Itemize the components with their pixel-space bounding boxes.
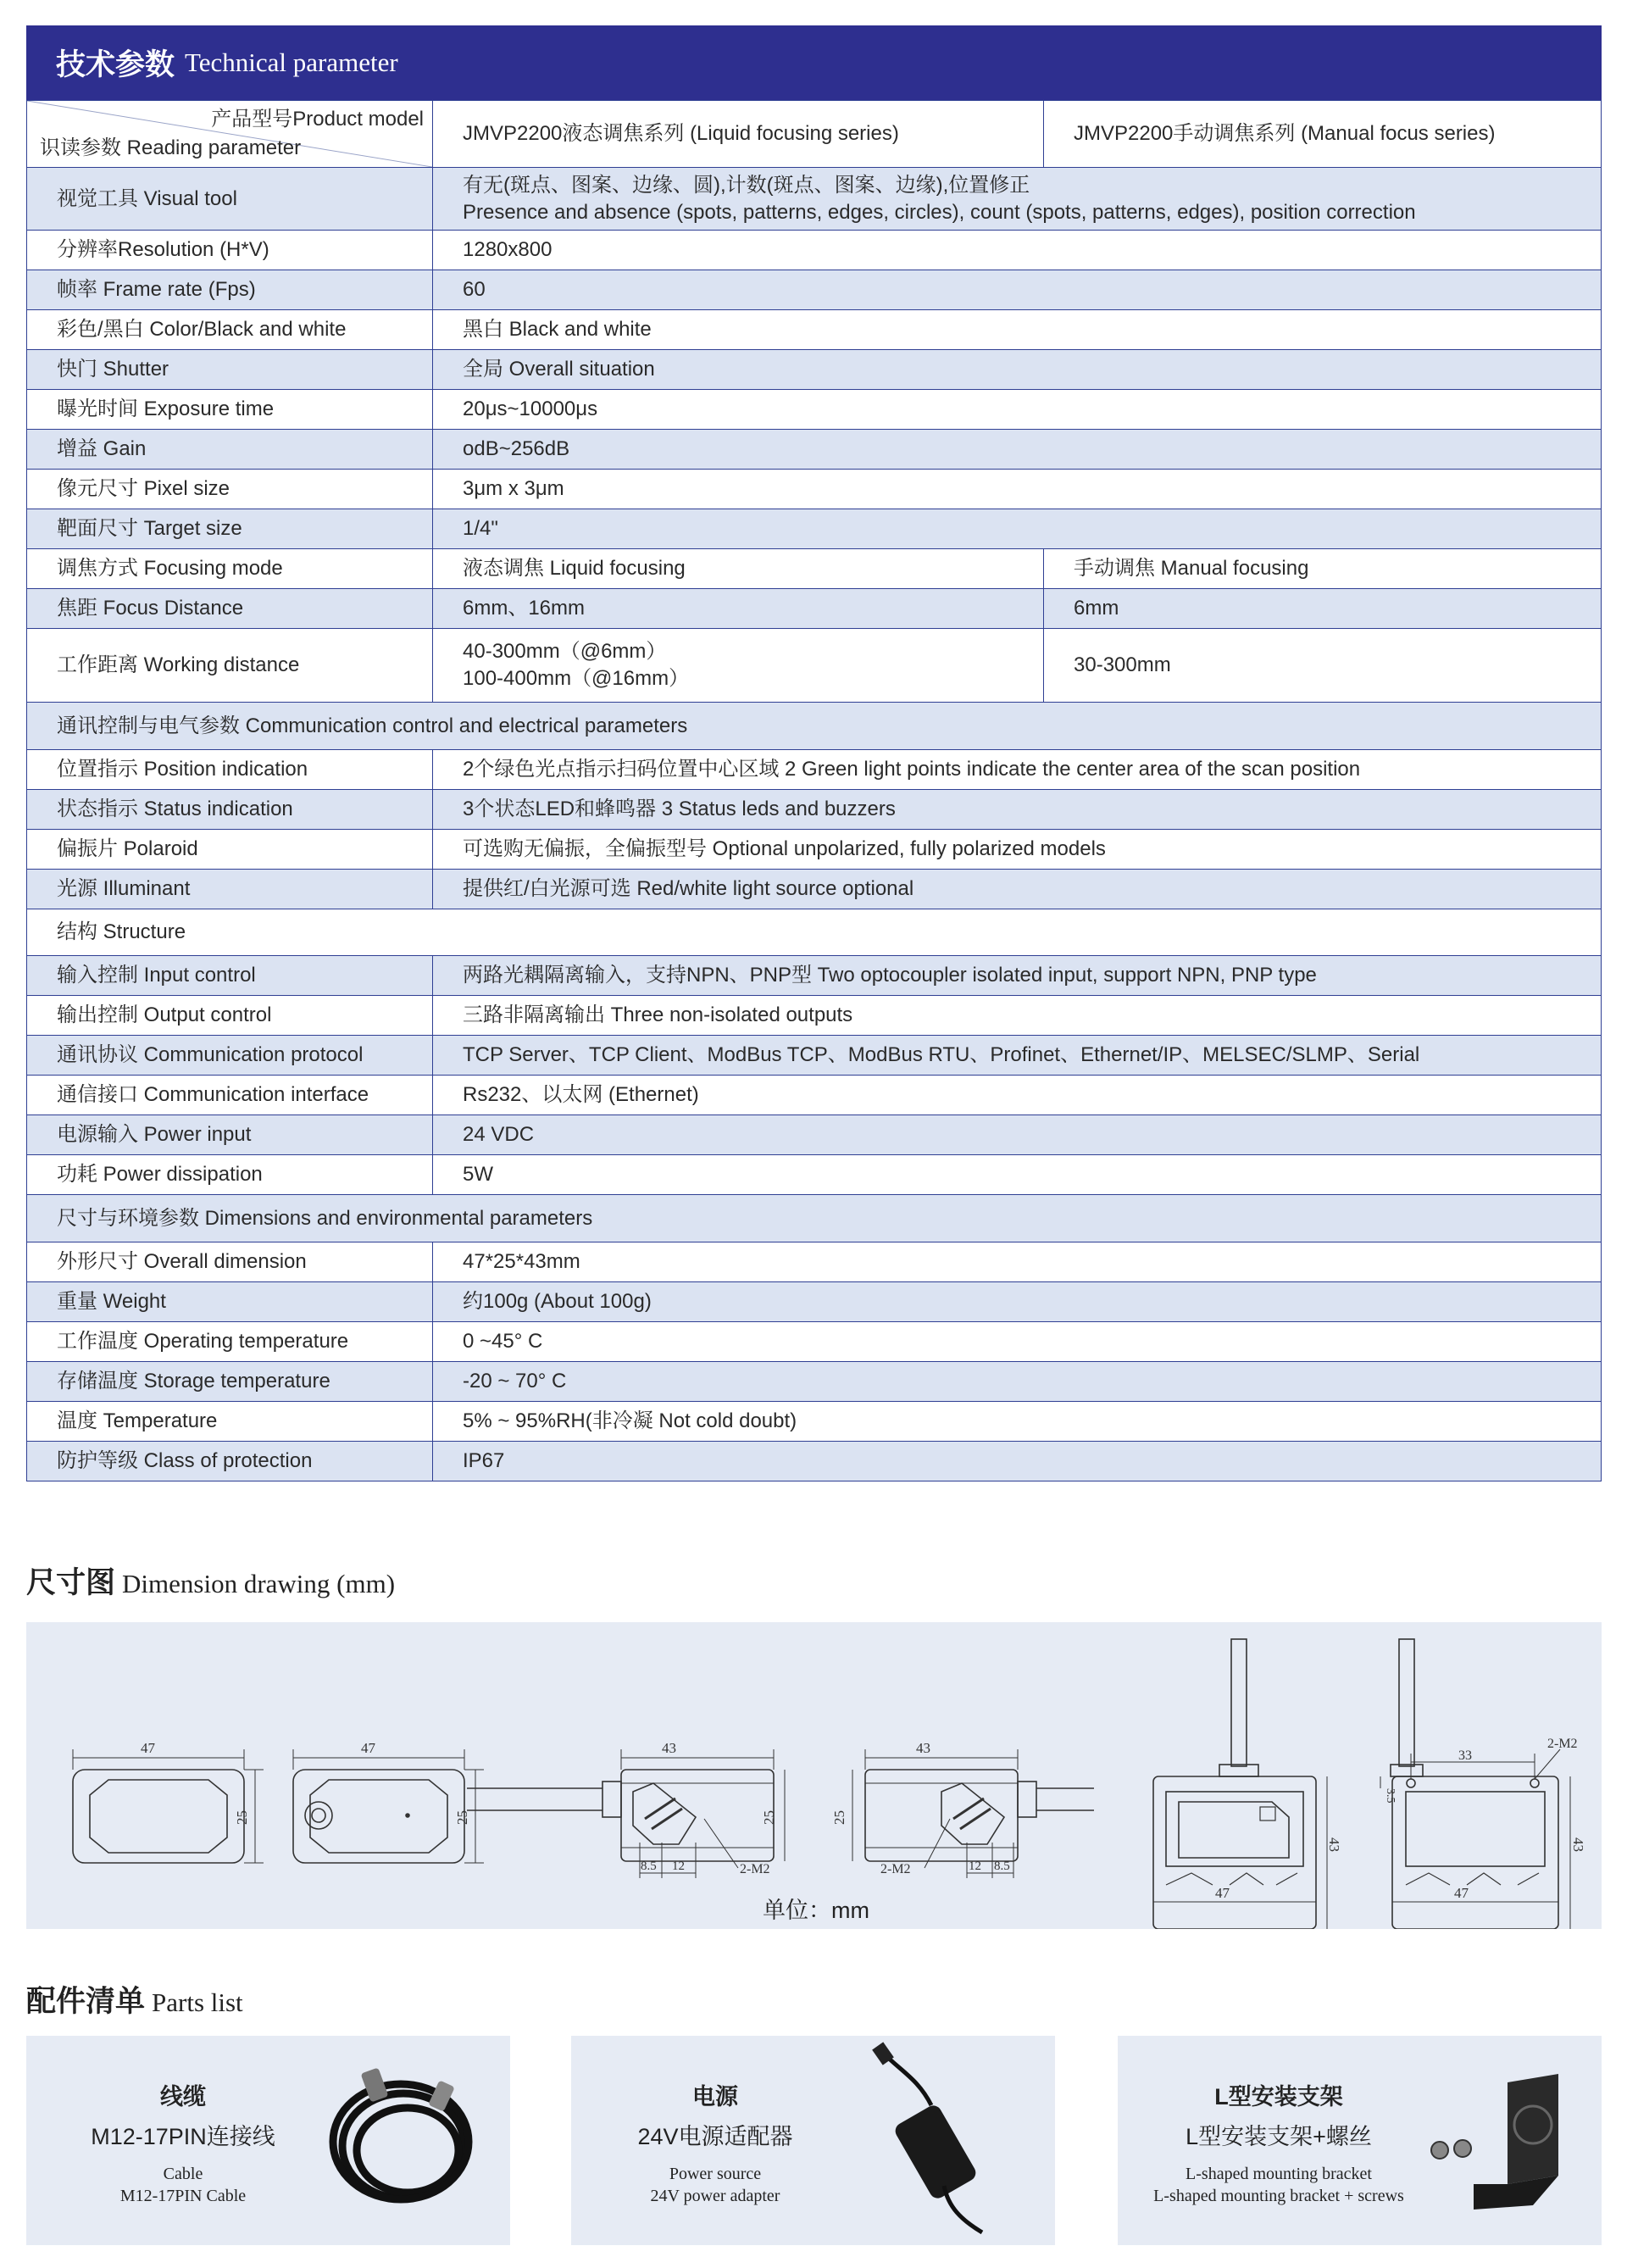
table-row — [27, 1322, 1602, 1362]
parts-card-cable — [26, 2036, 510, 2245]
table-row — [27, 231, 1602, 270]
row-value: 5W — [433, 1155, 1602, 1195]
dim-25-label: 25 — [761, 1810, 777, 1825]
row-label: 曝光时间 Exposure time — [27, 390, 433, 430]
part-desc-en-2: L-shaped mounting bracket + screws — [1153, 2187, 1404, 2205]
dim-47-label: 47 — [1454, 1885, 1469, 1901]
part-desc-cn: 24V电源适配器 — [637, 2124, 793, 2149]
dim-47-label: 47 — [1215, 1885, 1230, 1901]
row-value: 可选购无偏振，全偏振型号 Optional unpolarized, fully polarized models — [433, 830, 1602, 870]
row-value-liquid: 6mm、16mm — [433, 589, 1044, 629]
table-row — [27, 1402, 1602, 1442]
table-header-row — [27, 101, 1602, 168]
visual-tool-cn: 有无(斑点、图案、边缘、圆),计数(斑点、图案、边缘),位置修正 — [463, 173, 1030, 197]
row-value: Rs232、以太网 (Ethernet) — [433, 1076, 1602, 1115]
spec-title-en: Technical parameter — [185, 47, 398, 77]
row-value: 20μs~10000μs — [433, 390, 1602, 430]
table-row — [27, 310, 1602, 350]
dim-8-5-label: 8.5 — [994, 1859, 1010, 1873]
row-label: 帧率 Frame rate (Fps) — [27, 270, 433, 310]
dim-25-label: 25 — [234, 1810, 250, 1825]
row-label: 通信接口 Communication interface — [27, 1076, 433, 1115]
table-row — [27, 830, 1602, 870]
part-desc-en — [1135, 2163, 1423, 2207]
part-name-en: L-shaped mounting bracket — [1186, 2165, 1372, 2183]
row-value: 全局 Overall situation — [433, 350, 1602, 390]
row-value: -20 ~ 70° C — [433, 1362, 1602, 1402]
table-row — [27, 956, 1602, 996]
screw-icon — [1431, 2142, 1448, 2159]
dimension-drawing — [26, 1622, 1602, 1929]
row-label: 分辨率Resolution (H*V) — [27, 231, 433, 270]
section-row — [27, 909, 1602, 956]
section-comm: 通讯控制与电气参数 Communication control and electrical parameters — [27, 703, 1602, 750]
dim-43-label: 43 — [916, 1740, 930, 1756]
table-row — [27, 1155, 1602, 1195]
dim-m2-label: 2-M2 — [880, 1862, 911, 1876]
part-desc-cn: L型安装支架+螺丝 — [1186, 2124, 1372, 2149]
row-value: TCP Server、TCP Client、ModBus TCP、ModBus RTU、Profinet、Ethernet/IP、MELSEC/SLMP、Serial — [433, 1036, 1602, 1076]
row-value: 5% ~ 95%RH(非冷凝 Not cold doubt) — [433, 1402, 1602, 1442]
section-row — [27, 1195, 1602, 1242]
dimension-title — [26, 1559, 395, 1602]
table-row — [27, 629, 1602, 703]
part-desc-en — [43, 2163, 323, 2207]
row-label: 输出控制 Output control — [27, 996, 433, 1036]
parts-title — [26, 1978, 243, 2021]
table-row — [27, 549, 1602, 589]
dim-m2-label: 2-M2 — [740, 1862, 770, 1876]
section-row — [27, 703, 1602, 750]
row-label: 增益 Gain — [27, 430, 433, 470]
row-value: 1280x800 — [433, 231, 1602, 270]
part-desc-en-2: 24V power adapter — [650, 2187, 780, 2205]
row-value: 两路光耦隔离输入，支持NPN、PNP型 Two optocoupler isolated input, support NPN, PNP type — [433, 956, 1602, 996]
table-row — [27, 509, 1602, 549]
parts-card-text — [43, 2078, 323, 2207]
side-view-left — [467, 1740, 785, 1878]
row-value: 三路非隔离输出 Three non-isolated outputs — [433, 996, 1602, 1036]
part-desc-en-2: M12-17PIN Cable — [119, 2187, 247, 2205]
dim-25-label: 25 — [831, 1810, 847, 1825]
row-label: 防护等级 Class of protection — [27, 1442, 433, 1481]
dim-47-label: 47 — [141, 1740, 155, 1756]
row-value: 1/4" — [433, 509, 1602, 549]
parts-title-en: Parts list — [152, 1987, 243, 2017]
screw-icon — [1454, 2140, 1471, 2157]
row-value-manual: 30-300mm — [1044, 629, 1602, 703]
parts-card-text — [1135, 2078, 1423, 2207]
table-row — [27, 168, 1602, 231]
row-value-manual: 手动调焦 Manual focusing — [1044, 549, 1602, 589]
row-label: 光源 Illuminant — [27, 870, 433, 909]
part-name-en: Power source — [669, 2165, 762, 2183]
part-desc-en — [588, 2163, 842, 2207]
header-reading-parameter: 识读参数 Reading parameter — [40, 136, 302, 159]
row-label: 像元尺寸 Pixel size — [27, 470, 433, 509]
front-view-1 — [73, 1740, 264, 1863]
row-value: 3个状态LED和蜂鸣器 3 Status leds and buzzers — [433, 790, 1602, 830]
row-value: 60 — [433, 270, 1602, 310]
row-label: 重量 Weight — [27, 1282, 433, 1322]
power-adapter-image — [851, 2037, 1020, 2241]
spec-title-cn: 技术参数 — [56, 48, 175, 81]
row-value: 0 ~45° C — [433, 1322, 1602, 1362]
table-row — [27, 1115, 1602, 1155]
row-label: 电源输入 Power input — [27, 1115, 433, 1155]
parts-title-cn: 配件清单 — [26, 1985, 146, 2018]
row-value: 24 VDC — [433, 1115, 1602, 1155]
row-label: 偏振片 Polaroid — [27, 830, 433, 870]
row-value: 约100g (About 100g) — [433, 1282, 1602, 1322]
parts-card-power — [571, 2036, 1055, 2245]
rear-view — [1153, 1639, 1342, 1929]
row-label: 温度 Temperature — [27, 1402, 433, 1442]
part-name-cn: 电源 — [692, 2084, 738, 2110]
row-label: 功耗 Power dissipation — [27, 1155, 433, 1195]
front-view-2 — [293, 1740, 484, 1863]
dim-12-label: 12 — [672, 1859, 685, 1873]
dim-33-label: 33 — [1458, 1748, 1472, 1763]
table-row — [27, 589, 1602, 629]
table-row — [27, 1242, 1602, 1282]
working-liquid-6mm: 40-300mm（@6mm） — [463, 640, 667, 663]
row-label: 输入控制 Input control — [27, 956, 433, 996]
table-row — [27, 1442, 1602, 1481]
table-row — [27, 790, 1602, 830]
spec-sheet — [26, 25, 1602, 1481]
dim-43-label: 43 — [1570, 1837, 1586, 1852]
table-row — [27, 430, 1602, 470]
row-label: 快门 Shutter — [27, 350, 433, 390]
row-label: 靶面尺寸 Target size — [27, 509, 433, 549]
row-value: 3μm x 3μm — [433, 470, 1602, 509]
section-dimensions: 尺寸与环境参数 Dimensions and environmental parameters — [27, 1195, 1602, 1242]
row-label: 状态指示 Status indication — [27, 790, 433, 830]
parts-card-text — [588, 2078, 842, 2207]
header-manual-series: JMVP2200手动调焦系列 (Manual focus series) — [1044, 101, 1602, 168]
row-value: 黑白 Black and white — [433, 310, 1602, 350]
section-structure: 结构 Structure — [27, 909, 1602, 956]
dim-3-5-label: 3.5 — [1384, 1788, 1397, 1804]
row-label: 位置指示 Position indication — [27, 750, 433, 790]
part-name-cn: L型安装支架 — [1214, 2084, 1343, 2110]
row-label: 彩色/黑白 Color/Black and white — [27, 310, 433, 350]
part-desc-cn: M12-17PIN连接线 — [91, 2124, 275, 2149]
table-row — [27, 1076, 1602, 1115]
dim-m2-label: 2-M2 — [1547, 1737, 1578, 1751]
part-name-cn: 线缆 — [160, 2084, 206, 2110]
spec-table — [26, 100, 1602, 1481]
row-value: 47*25*43mm — [433, 1242, 1602, 1282]
parts-card-bracket — [1118, 2036, 1602, 2245]
table-row — [27, 1282, 1602, 1322]
cable-image — [323, 2057, 492, 2226]
row-value-liquid: 液态调焦 Liquid focusing — [433, 549, 1044, 589]
dim-47-label: 47 — [361, 1740, 375, 1756]
rear-view-dimensioned — [1380, 1639, 1586, 1929]
part-name-en: Cable — [163, 2165, 203, 2183]
row-value: IP67 — [433, 1442, 1602, 1481]
header-liquid-series: JMVP2200液态调焦系列 (Liquid focusing series) — [433, 101, 1044, 168]
dim-8-5-label: 8.5 — [641, 1859, 657, 1873]
spec-title-bar — [26, 25, 1602, 100]
table-row — [27, 870, 1602, 909]
header-product-model: 产品型号Product model — [211, 108, 424, 131]
row-value: odB~256dB — [433, 430, 1602, 470]
row-label: 焦距 Focus Distance — [27, 589, 433, 629]
working-liquid-16mm: 100-400mm（@16mm） — [463, 667, 690, 690]
row-value: 2个绿色光点指示扫码位置中心区域 2 Green light points indicate the center area of the scan position — [433, 750, 1602, 790]
row-label: 外形尺寸 Overall dimension — [27, 1242, 433, 1282]
table-row — [27, 750, 1602, 790]
table-row — [27, 390, 1602, 430]
bracket-image — [1423, 2057, 1592, 2226]
row-value-manual: 6mm — [1044, 589, 1602, 629]
row-label: 存储温度 Storage temperature — [27, 1362, 433, 1402]
dim-43-label: 43 — [662, 1740, 676, 1756]
table-row — [27, 350, 1602, 390]
row-label: 通讯协议 Communication protocol — [27, 1036, 433, 1076]
table-row — [27, 270, 1602, 310]
dimension-title-en: Dimension drawing (mm) — [122, 1569, 396, 1598]
visual-tool-en: Presence and absence (spots, patterns, edges, circles), count (spots, patterns, edges), position correction — [463, 200, 1416, 224]
dimension-drawing-panel — [26, 1622, 1602, 1929]
row-value: 提供红/白光源可选 Red/white light source optional — [433, 870, 1602, 909]
dim-43-label: 43 — [1326, 1837, 1342, 1852]
dim-25-label: 25 — [454, 1810, 470, 1825]
table-row — [27, 996, 1602, 1036]
row-label: 工作温度 Operating temperature — [27, 1322, 433, 1362]
side-view-right — [831, 1740, 1094, 1878]
dimension-title-cn: 尺寸图 — [26, 1566, 116, 1599]
row-label: 调焦方式 Focusing mode — [27, 549, 433, 589]
row-value — [433, 168, 1602, 231]
header-diagonal-cell — [27, 101, 433, 168]
unit-label: 单位：mm — [763, 1898, 869, 1923]
table-row — [27, 1036, 1602, 1076]
row-label: 视觉工具 Visual tool — [27, 168, 433, 231]
table-row — [27, 1362, 1602, 1402]
row-value-liquid — [433, 629, 1044, 703]
dim-12-label: 12 — [969, 1859, 981, 1873]
row-label: 工作距离 Working distance — [27, 629, 433, 703]
table-row — [27, 470, 1602, 509]
